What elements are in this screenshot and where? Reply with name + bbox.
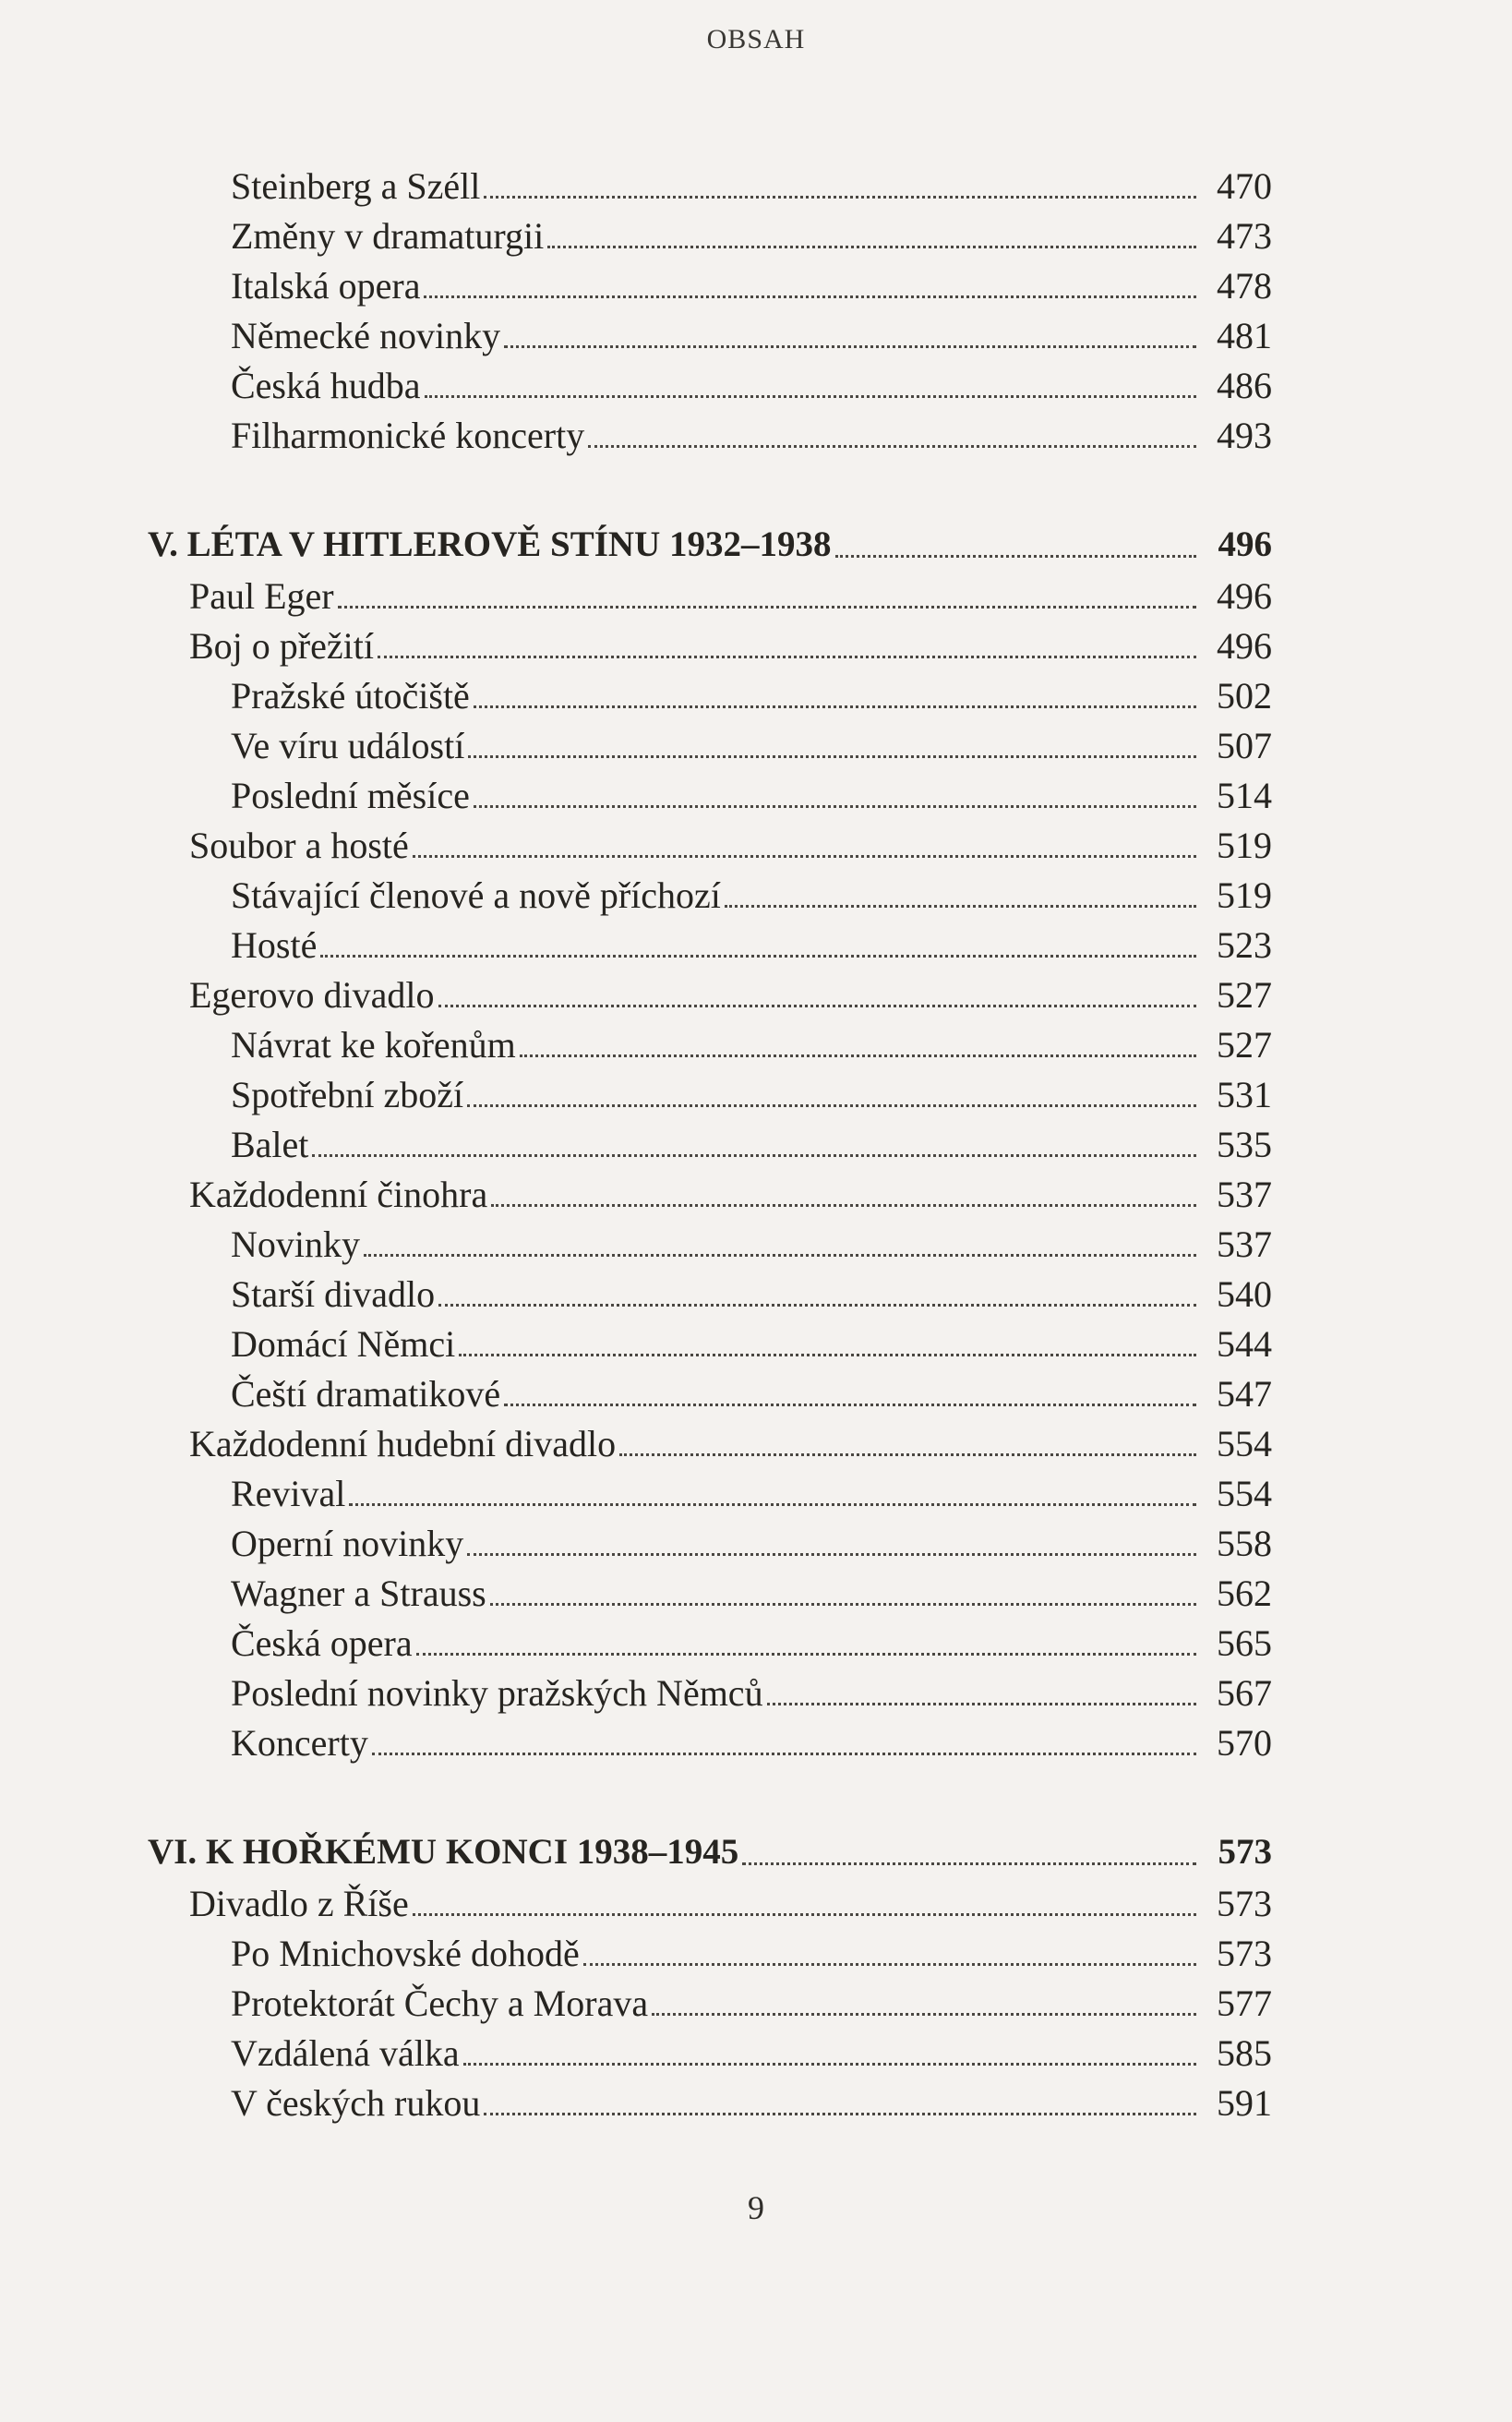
toc-subsection-entry	[0, 1718, 1272, 1768]
toc-entry-title: Egerovo divadlo	[189, 974, 435, 1016]
toc-section	[0, 1826, 1512, 2128]
dot-leader	[484, 2113, 1196, 2115]
toc-entry-page: 496	[1218, 524, 1272, 564]
toc-entry-page: 591	[1217, 2082, 1272, 2124]
dot-leader	[491, 1204, 1196, 1207]
toc-entry-page: 573	[1218, 1832, 1272, 1872]
toc-subsection-entry	[0, 1669, 1272, 1718]
toc-entry-page: 519	[1217, 874, 1272, 916]
toc-entry-page: 537	[1217, 1223, 1272, 1265]
toc-entry-page: 473	[1217, 215, 1272, 257]
dot-leader	[312, 1154, 1196, 1157]
toc-entry-page: 544	[1217, 1323, 1272, 1365]
dot-leader	[474, 705, 1196, 708]
dot-leader	[468, 755, 1196, 758]
dot-leader	[504, 345, 1196, 348]
toc-entry-page: 554	[1217, 1423, 1272, 1464]
toc-subsection-entry	[0, 771, 1272, 821]
toc-entry-page: 478	[1217, 265, 1272, 307]
toc-subsection-entry	[0, 1070, 1272, 1120]
toc-entry-page: 537	[1217, 1174, 1272, 1215]
toc-entry-page: 565	[1217, 1622, 1272, 1664]
toc-entry-page: 527	[1217, 1024, 1272, 1066]
toc-subsection-entry	[0, 1619, 1272, 1669]
toc-entry-title: Ve víru událostí	[231, 725, 465, 766]
toc-entry-title: Balet	[231, 1124, 309, 1165]
toc-entry-page: 493	[1217, 415, 1272, 456]
toc-entry-title: Filharmonické koncerty	[231, 415, 585, 456]
toc-entry-page: 531	[1217, 1074, 1272, 1115]
toc-subsection-entry	[0, 721, 1272, 771]
dot-leader	[588, 445, 1196, 448]
toc-subsection-entry	[0, 411, 1272, 461]
toc-entry-title: Po Mnichovské dohodě	[231, 1933, 580, 1974]
toc-entry-page: 558	[1217, 1523, 1272, 1564]
toc-entry-page: 496	[1217, 575, 1272, 617]
dot-leader	[416, 1653, 1196, 1656]
toc-subsection-entry	[0, 671, 1272, 721]
toc-section	[0, 162, 1512, 461]
toc-entry-page: 562	[1217, 1572, 1272, 1614]
toc-subsection-entry	[0, 1469, 1272, 1519]
dot-leader	[835, 555, 1197, 558]
toc-entry-title: Pražské útočiště	[231, 675, 470, 717]
dot-leader	[438, 1005, 1197, 1007]
table-of-contents	[0, 162, 1512, 2186]
dot-leader	[438, 1304, 1196, 1307]
toc-entry-page: 481	[1217, 315, 1272, 356]
toc-entry-page: 514	[1217, 775, 1272, 816]
toc-entry-title: Steinberg a Széll	[231, 165, 481, 207]
toc-subsection-entry	[0, 921, 1272, 970]
toc-entry-title: Návrat ke kořenům	[231, 1024, 516, 1066]
toc-subsection-entry	[0, 1120, 1272, 1170]
dot-leader	[504, 1404, 1196, 1406]
toc-entry-page: 527	[1217, 974, 1272, 1016]
toc-entry-title: Italská opera	[231, 265, 421, 307]
toc-entry-page: 470	[1217, 165, 1272, 207]
dot-leader	[372, 1753, 1196, 1755]
page-number: 9	[748, 2189, 764, 2226]
toc-subsection-entry	[0, 261, 1272, 311]
toc-section-entry	[0, 1419, 1272, 1469]
toc-entry-page: 554	[1217, 1473, 1272, 1514]
toc-subsection-entry	[0, 361, 1272, 411]
toc-subsection-entry	[0, 211, 1272, 261]
toc-entry-title: Novinky	[231, 1223, 360, 1265]
dot-leader	[725, 905, 1196, 908]
toc-entry-title: Divadlo z Říše	[189, 1883, 409, 1924]
dot-leader	[474, 805, 1196, 808]
toc-entry-title: Starší divadlo	[231, 1273, 436, 1315]
dot-leader	[338, 606, 1196, 609]
toc-subsection-entry	[0, 2079, 1272, 2128]
toc-entry-title: Poslední měsíce	[231, 775, 470, 816]
toc-entry-title: Paul Eger	[189, 575, 334, 617]
toc-entry-title: Stávající členové a nově příchozí	[231, 874, 721, 916]
dot-leader	[413, 1913, 1196, 1916]
toc-entry-title: Boj o přežití	[189, 625, 374, 667]
toc-entry-page: 523	[1217, 924, 1272, 966]
toc-entry-page: 540	[1217, 1273, 1272, 1315]
toc-entry-page: 519	[1217, 825, 1272, 866]
toc-entry-title: Spotřební zboží	[231, 1074, 464, 1115]
toc-entry-page: 496	[1217, 625, 1272, 667]
dot-leader	[349, 1503, 1196, 1506]
toc-entry-page: 570	[1217, 1722, 1272, 1764]
toc-entry-page: 585	[1217, 2032, 1272, 2074]
dot-leader	[364, 1254, 1196, 1257]
dot-leader	[619, 1453, 1196, 1456]
toc-subsection-entry	[0, 162, 1272, 211]
toc-entry-title: Koncerty	[231, 1722, 368, 1764]
toc-entry-title: Poslední novinky pražských Němců	[231, 1672, 763, 1714]
dot-leader	[583, 1963, 1196, 1966]
dot-leader	[463, 2063, 1196, 2066]
toc-entry-title: V českých rukou	[231, 2082, 481, 2124]
dot-leader	[459, 1354, 1196, 1356]
toc-entry-title: Soubor a hosté	[189, 825, 409, 866]
dot-leader	[547, 246, 1196, 248]
toc-entry-page: 573	[1217, 1933, 1272, 1974]
dot-leader	[520, 1054, 1196, 1057]
toc-chapter-entry	[0, 1826, 1272, 1879]
toc-entry-page: 547	[1217, 1373, 1272, 1415]
dot-leader	[413, 855, 1196, 858]
toc-entry-title: Protektorát Čechy a Morava	[231, 1982, 649, 2024]
toc-entry-title: Hosté	[231, 924, 318, 966]
toc-subsection-entry	[0, 1020, 1272, 1070]
toc-entry-title: VI. K HOŘKÉMU KONCI 1938–1945	[148, 1832, 739, 1872]
toc-subsection-entry	[0, 871, 1272, 921]
toc-entry-page: 567	[1217, 1672, 1272, 1714]
toc-entry-title: Česká opera	[231, 1622, 413, 1664]
toc-section-entry	[0, 572, 1272, 621]
dot-leader	[484, 196, 1196, 199]
running-head: OBSAH	[706, 24, 806, 54]
toc-entry-page: 535	[1217, 1124, 1272, 1165]
toc-subsection-entry	[0, 1319, 1272, 1369]
dot-leader	[652, 2013, 1196, 2016]
dot-leader	[767, 1703, 1196, 1705]
toc-subsection-entry	[0, 1979, 1272, 2029]
toc-entry-title: Operní novinky	[231, 1523, 464, 1564]
toc-section-entry	[0, 621, 1272, 671]
toc-entry-title: Každodenní činohra	[189, 1174, 488, 1215]
toc-subsection-entry	[0, 1369, 1272, 1419]
toc-subsection-entry	[0, 1519, 1272, 1569]
toc-entry-title: Wagner a Strauss	[231, 1572, 486, 1614]
toc-entry-page: 502	[1217, 675, 1272, 717]
toc-chapter-entry	[0, 518, 1272, 572]
dot-leader	[490, 1603, 1196, 1606]
dot-leader	[424, 295, 1196, 298]
dot-leader	[467, 1104, 1196, 1107]
toc-subsection-entry	[0, 1270, 1272, 1319]
toc-entry-title: Německé novinky	[231, 315, 501, 356]
toc-entry-title: V. LÉTA V HITLEROVĚ STÍNU 1932–1938	[148, 524, 832, 564]
dot-leader	[425, 395, 1196, 398]
dot-leader	[742, 1862, 1196, 1865]
dot-leader	[378, 656, 1196, 658]
toc-subsection-entry	[0, 1220, 1272, 1270]
toc-subsection-entry	[0, 1929, 1272, 1979]
toc-entry-title: Česká hudba	[231, 365, 421, 406]
toc-section-entry	[0, 821, 1272, 871]
toc-entry-page: 577	[1217, 1982, 1272, 2024]
toc-entry-title: Domácí Němci	[231, 1323, 456, 1365]
toc-section-entry	[0, 1879, 1272, 1929]
toc-entry-page: 573	[1217, 1883, 1272, 1924]
toc-subsection-entry	[0, 311, 1272, 361]
toc-entry-page: 486	[1217, 365, 1272, 406]
toc-entry-title: Vzdálená válka	[231, 2032, 460, 2074]
toc-entry-title: Revival	[231, 1473, 346, 1514]
toc-entry-title: Změny v dramaturgii	[231, 215, 545, 257]
toc-subsection-entry	[0, 1569, 1272, 1619]
dot-leader	[467, 1553, 1196, 1556]
toc-subsection-entry	[0, 2029, 1272, 2079]
toc-section-entry	[0, 1170, 1272, 1220]
dot-leader	[320, 955, 1196, 958]
toc-section-entry	[0, 970, 1272, 1020]
toc-entry-page: 507	[1217, 725, 1272, 766]
toc-entry-title: Každodenní hudební divadlo	[189, 1423, 617, 1464]
toc-section	[0, 518, 1512, 1768]
toc-entry-title: Čeští dramatikové	[231, 1373, 501, 1415]
